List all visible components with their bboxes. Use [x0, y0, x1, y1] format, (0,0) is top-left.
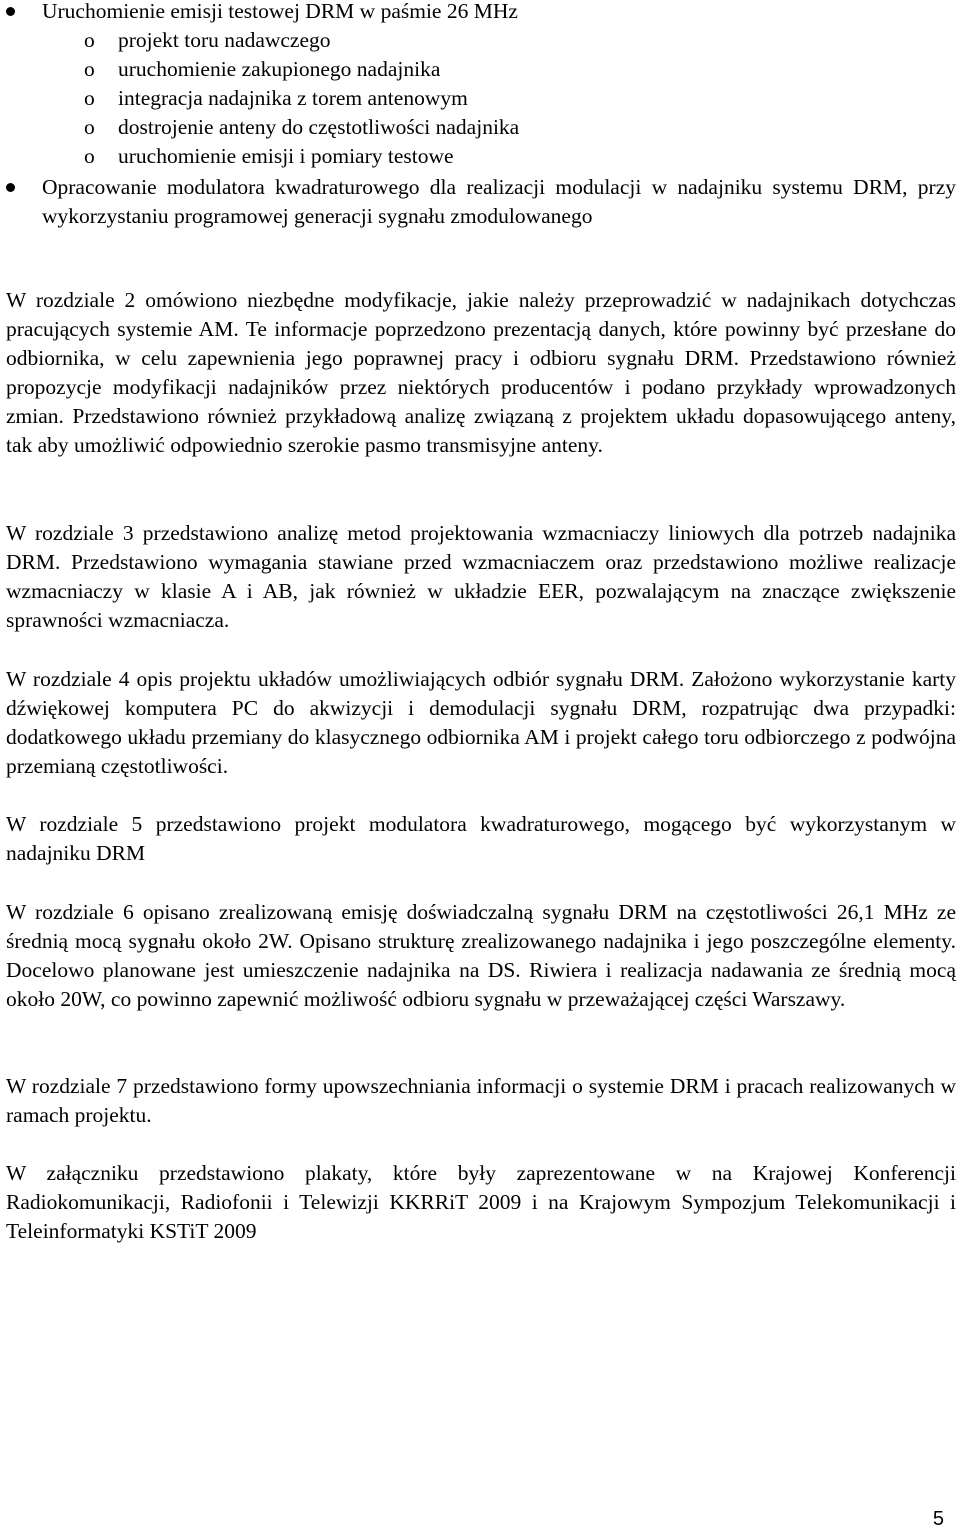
sub-list-text: uruchomienie emisji i pomiary testowe — [118, 144, 454, 168]
paragraph-chapter-3: W rozdziale 3 przedstawiono analizę metod projektowania wzmacniaczy liniowych dla potrzeb nadajnika DRM. Przedstawiono wymagania stawiane przed wzmacniaczem oraz przedstawiono możliwe realizacje wzmacniaczy w klasie A i AB, jak również w układzie EER, pozwalającym na znaczące zwiększenie sprawności wzmacniacza. — [6, 521, 956, 632]
bullet-item — [0, 173, 960, 231]
sub-list-text: dostrojenie anteny do częstotliwości nadajnika — [118, 115, 520, 139]
sub-list-text: uruchomienie zakupionego nadajnika — [118, 57, 441, 81]
sub-list-text: integracja nadajnika z torem antenowym — [118, 86, 468, 110]
sub-list-item — [0, 55, 960, 84]
sub-list-item — [0, 113, 960, 142]
paragraph-chapter-2: W rozdziale 2 omówiono niezbędne modyfikacje, jakie należy przeprowadzić w nadajnikach dotychczas pracujących systemie AM. Te informacje poprzedzono prezentacją danych, które powinny być przesłane do odbiornika, w celu zapewnienia jego poprawnej pracy i odbioru sygnału DRM. Przedstawiono również propozycje modyfikacji nadajników przez niektórych producentów i podano przykłady wprowadzonych zmian. Przedstawiono również przykładową analizę związaną z projektem układu dopasowującego anteny, tak aby umożliwić odpowiednio szerokie pasmo transmisyjne anteny. — [6, 288, 956, 457]
bullet-item — [0, 0, 960, 26]
sub-list-item — [0, 142, 960, 171]
sub-list-marker: o — [84, 57, 95, 81]
paragraph-chapter-7: W rozdziale 7 przedstawiono formy upowszechniania informacji o systemie DRM i pracach realizowanych w ramach projektu. — [6, 1074, 956, 1127]
sub-list-marker: o — [84, 86, 95, 110]
sub-list-marker: o — [84, 144, 95, 168]
sub-list-item — [0, 84, 960, 113]
bullet-text: Uruchomienie emisji testowej DRM w paśmie 26 MHz — [42, 0, 518, 23]
sub-list-marker: o — [84, 28, 95, 52]
paragraph-chapter-5: W rozdziale 5 przedstawiono projekt modulatora kwadraturowego, mogącego być wykorzystanym w nadajniku DRM — [6, 812, 956, 865]
bullet-dot-icon — [6, 7, 15, 16]
sub-list-marker: o — [84, 115, 95, 139]
paragraph-chapter-4: W rozdziale 4 opis projektu układów umożliwiających odbiór sygnału DRM. Założono wykorzystanie karty dźwiękowej komputera PC do akwizycji i demodulacji sygnału DRM, rozpatrując dwa przypadki: dodatkowego układu przemiany do klasycznego odbiornika AM i projekt całego toru odbiorczego z podwójna przemianą częstotliwości. — [6, 667, 956, 778]
paragraph-chapter-6: W rozdziale 6 opisano zrealizowaną emisję doświadczalną sygnału DRM na częstotliwości 26,1 MHz ze średnią mocą sygnału około 2W. Opisano strukturę zrealizowanego nadajnika i jego poszczególne elementy. Docelowo planowane jest umieszczenie nadajnika na DS. Riwiera i realizacja nadawania ze średnią mocą około 20W, co powinno zapewnić możliwość odbioru sygnału w przeważającej części Warszawy. — [6, 900, 956, 1011]
sub-list-text: projekt toru nadawczego — [118, 28, 331, 52]
bullet-dot-icon — [6, 183, 15, 192]
bullet-text: Opracowanie modulatora kwadraturowego dla realizacji modulacji w nadajniku systemu DRM, przy wykorzystaniu programowej generacji sygnału zmodulowanego — [42, 175, 956, 228]
paragraph-appendix: W załączniku przedstawiono plakaty, które były zaprezentowane w na Krajowej Konferencji Radiokomunikacji, Radiofonii i Telewizji KKRRiT 2009 i na Krajowym Sympozjum Telekomunikacji i Teleinformatyki KSTiT 2009 — [6, 1161, 956, 1243]
page-number: 5 — [932, 1508, 944, 1530]
sub-list-item — [0, 26, 960, 55]
